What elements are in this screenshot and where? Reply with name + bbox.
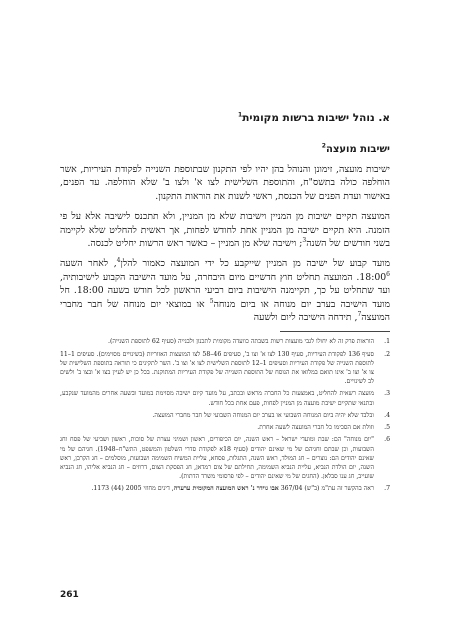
footnote-text: הוראות פרק זה לא יחולו לגבי מועצות רשות בשבתה כוועדה מקומית לתכנון ולבנייה (סעיף 62 לתוספת השנייה). — [108, 338, 374, 346]
chapter-title — [60, 112, 390, 124]
paragraph-text: . המועצה תחליט חוץ חדשיים מיום היבחרה, על מועד הישיבה הקבוע לישיבותיה, ועד שתחליט על כך, תקיימנה הישיבות ביום רביעי הראשון לכל — [60, 271, 390, 297]
footnote-number: 7. — [384, 485, 390, 493]
footnote-item — [60, 389, 390, 407]
paragraph-text: , תידחה הישיבה ליום ולשעה — [253, 312, 358, 324]
footnote-item — [60, 350, 390, 387]
section-title — [60, 144, 390, 155]
footnote-text: "יום מנוחה" הם: שבת ומועדי ישראל – ראש השנה, יום הכיפורים, ראשון ושמיני עצרת של סוכות, ראשון ושביעי של פסח וחג השבועות, וכן שבתם וחגיהם של מי שאינם יהודים (סעיף 18א לפקודת סדרי השלטון והמשפט, התש"ח–1948). חגיהם של מי שאינם יהודים הם: נוצרים – חג המולד, ראש השנה, התגלות, פסחא, עליית המשיח השמימה ושבועות, מוסלמים – חג הקרבן, ראש השנה, יום הולדת הנביא, עליית הנביא השמימה, תחילתם של צום רמדאן, חג הפסקת הצום, דרוזים – חג הנביא אליהו, חג הנביא שועייב, חג ענו סבלאן. (החגים של מי שאינם יהודים – לפי פרסומי משרד הדתות). — [60, 436, 374, 481]
footnote-number: 4. — [384, 411, 390, 419]
footnote-item — [60, 435, 390, 481]
paragraph-text: חודש בשעה 18:00. חל מועד הישיבה בערב יום מנוחה או ביום מנוחה — [60, 285, 390, 310]
footnote-ref[interactable]: 3 — [302, 236, 307, 244]
paragraph-text: ; וישיבה שלא מן המניין – כאשר ראש הרשות יחליט לכנסה. — [87, 238, 303, 250]
paragraph-text: , לאחר השעה 18:00 — [60, 258, 387, 283]
body-paragraph — [60, 163, 390, 203]
footnote-ref[interactable]: 6 — [386, 270, 390, 278]
footnote-text: , דינים מחוזי 2005 (44) 1173. — [91, 485, 174, 493]
paragraph-text: המועצה תקיים ישיבות מן המניין וישיבות שלא מן המניין, ולא תתכנס לישיבה אלא על פי הזמנה. היא תקיים ישיבה מן המניין אחת לחודש לפחות, אך ראשית להחליט שלא לקיימה בשני חודשים של השנה — [60, 211, 390, 250]
footnote-number: 6. — [384, 436, 390, 444]
section-title-text: ישיבות מועצה — [325, 144, 390, 155]
footnote-divider — [280, 331, 390, 332]
footnote-item — [60, 423, 390, 432]
footnote-item — [60, 411, 390, 420]
footnote-number: 2. — [384, 350, 390, 358]
footnote-item — [60, 337, 390, 346]
footnote-text: סעיף 136 לפקודת העיריות, סעיף 130 לצו א' וצו ב', סעיפים 46–58 לצו המועצות האזוריות (בשינויים מסוימים). סעיפים 1–11 לתוספת השנייה של פקודת העיריות וסעיפים 1–12 לתוספת השלישית לצו א' וצו ב'. השר לתקינים כי תוראה בתוספת השלישית של צו א' וצו ב' אינו תואם במלואו את הנוסח של התוספת השנייה של פקודת העיריות המתוקנת. בכל כן יש לעיין בצו א' ובצו ב' ולשים לב לשינויים. — [60, 350, 375, 386]
footnote-item — [60, 484, 390, 493]
footnote-number: 5. — [384, 424, 390, 432]
footnote-ref[interactable]: 7 — [357, 310, 362, 318]
case-name: אבו גוידר נ' ראש המועצה המקומית ערערה — [173, 485, 279, 493]
footnote-ref[interactable]: 5 — [209, 297, 214, 305]
paragraph-text: או — [196, 298, 210, 310]
footnote-number: 3. — [384, 390, 390, 398]
footnote-ref[interactable]: 4 — [116, 257, 121, 265]
body-paragraph — [60, 210, 390, 250]
footnote-text: ראה בהקשר זה עת"מ (ב"ש) 367/04 — [278, 485, 374, 493]
paragraph-text: במוצאי יום מנוחה של חבר מחברי המועצה — [60, 298, 390, 324]
chapter-title-text: א. נוהל ישיבות ברשות מקומית — [242, 112, 390, 124]
footnote-ref[interactable]: 1 — [238, 111, 243, 119]
footnote-ref[interactable]: 2 — [321, 142, 326, 150]
footnote-list — [60, 337, 390, 493]
paragraph-text: ישיבות מועצה, זימונן והנוהל בהן יהיו לפי התקנון שבתוספת השנייה לפקודת העיריות, אשר הוחלפה כולה בתשס"ח, והתוספת השלישית לצו א' ולצו ב' שלא הוחלפה. עד הפנים, באישור ועדת הפנים של הכנסת, ראשי לשנות את הוראות התקנון. — [60, 164, 390, 202]
paragraph-text: מועד קבוע של ישיבה מן המניין שייקבע כל ידי המועצה כאמור להלן — [120, 258, 391, 270]
page-number: 261 — [60, 590, 79, 600]
footnote-text: ובלבד שלא יהיה ביום המנוחה השבועי או בערב יום המנוחה השבועי של חבר מחברי המועצה. — [152, 411, 374, 419]
document-page — [60, 112, 390, 497]
footnote-text: מועצה רשאית להחליט, באמצעות כל החברה מראש ובכתב, על מועד קיום ישיבה מסוימת במועד ובשעה אחרים מהמועד שנקבע, ובתנאי שתקיים ישיבת מועצה מן המניין לפחות, פעם אחת בכל חודש. — [60, 390, 374, 407]
footnote-number: 1. — [384, 338, 390, 346]
body-paragraph — [60, 257, 390, 324]
footnote-text: וזולת אם הסכימו כל חברי המועצה לשעה אחרת. — [257, 424, 374, 432]
